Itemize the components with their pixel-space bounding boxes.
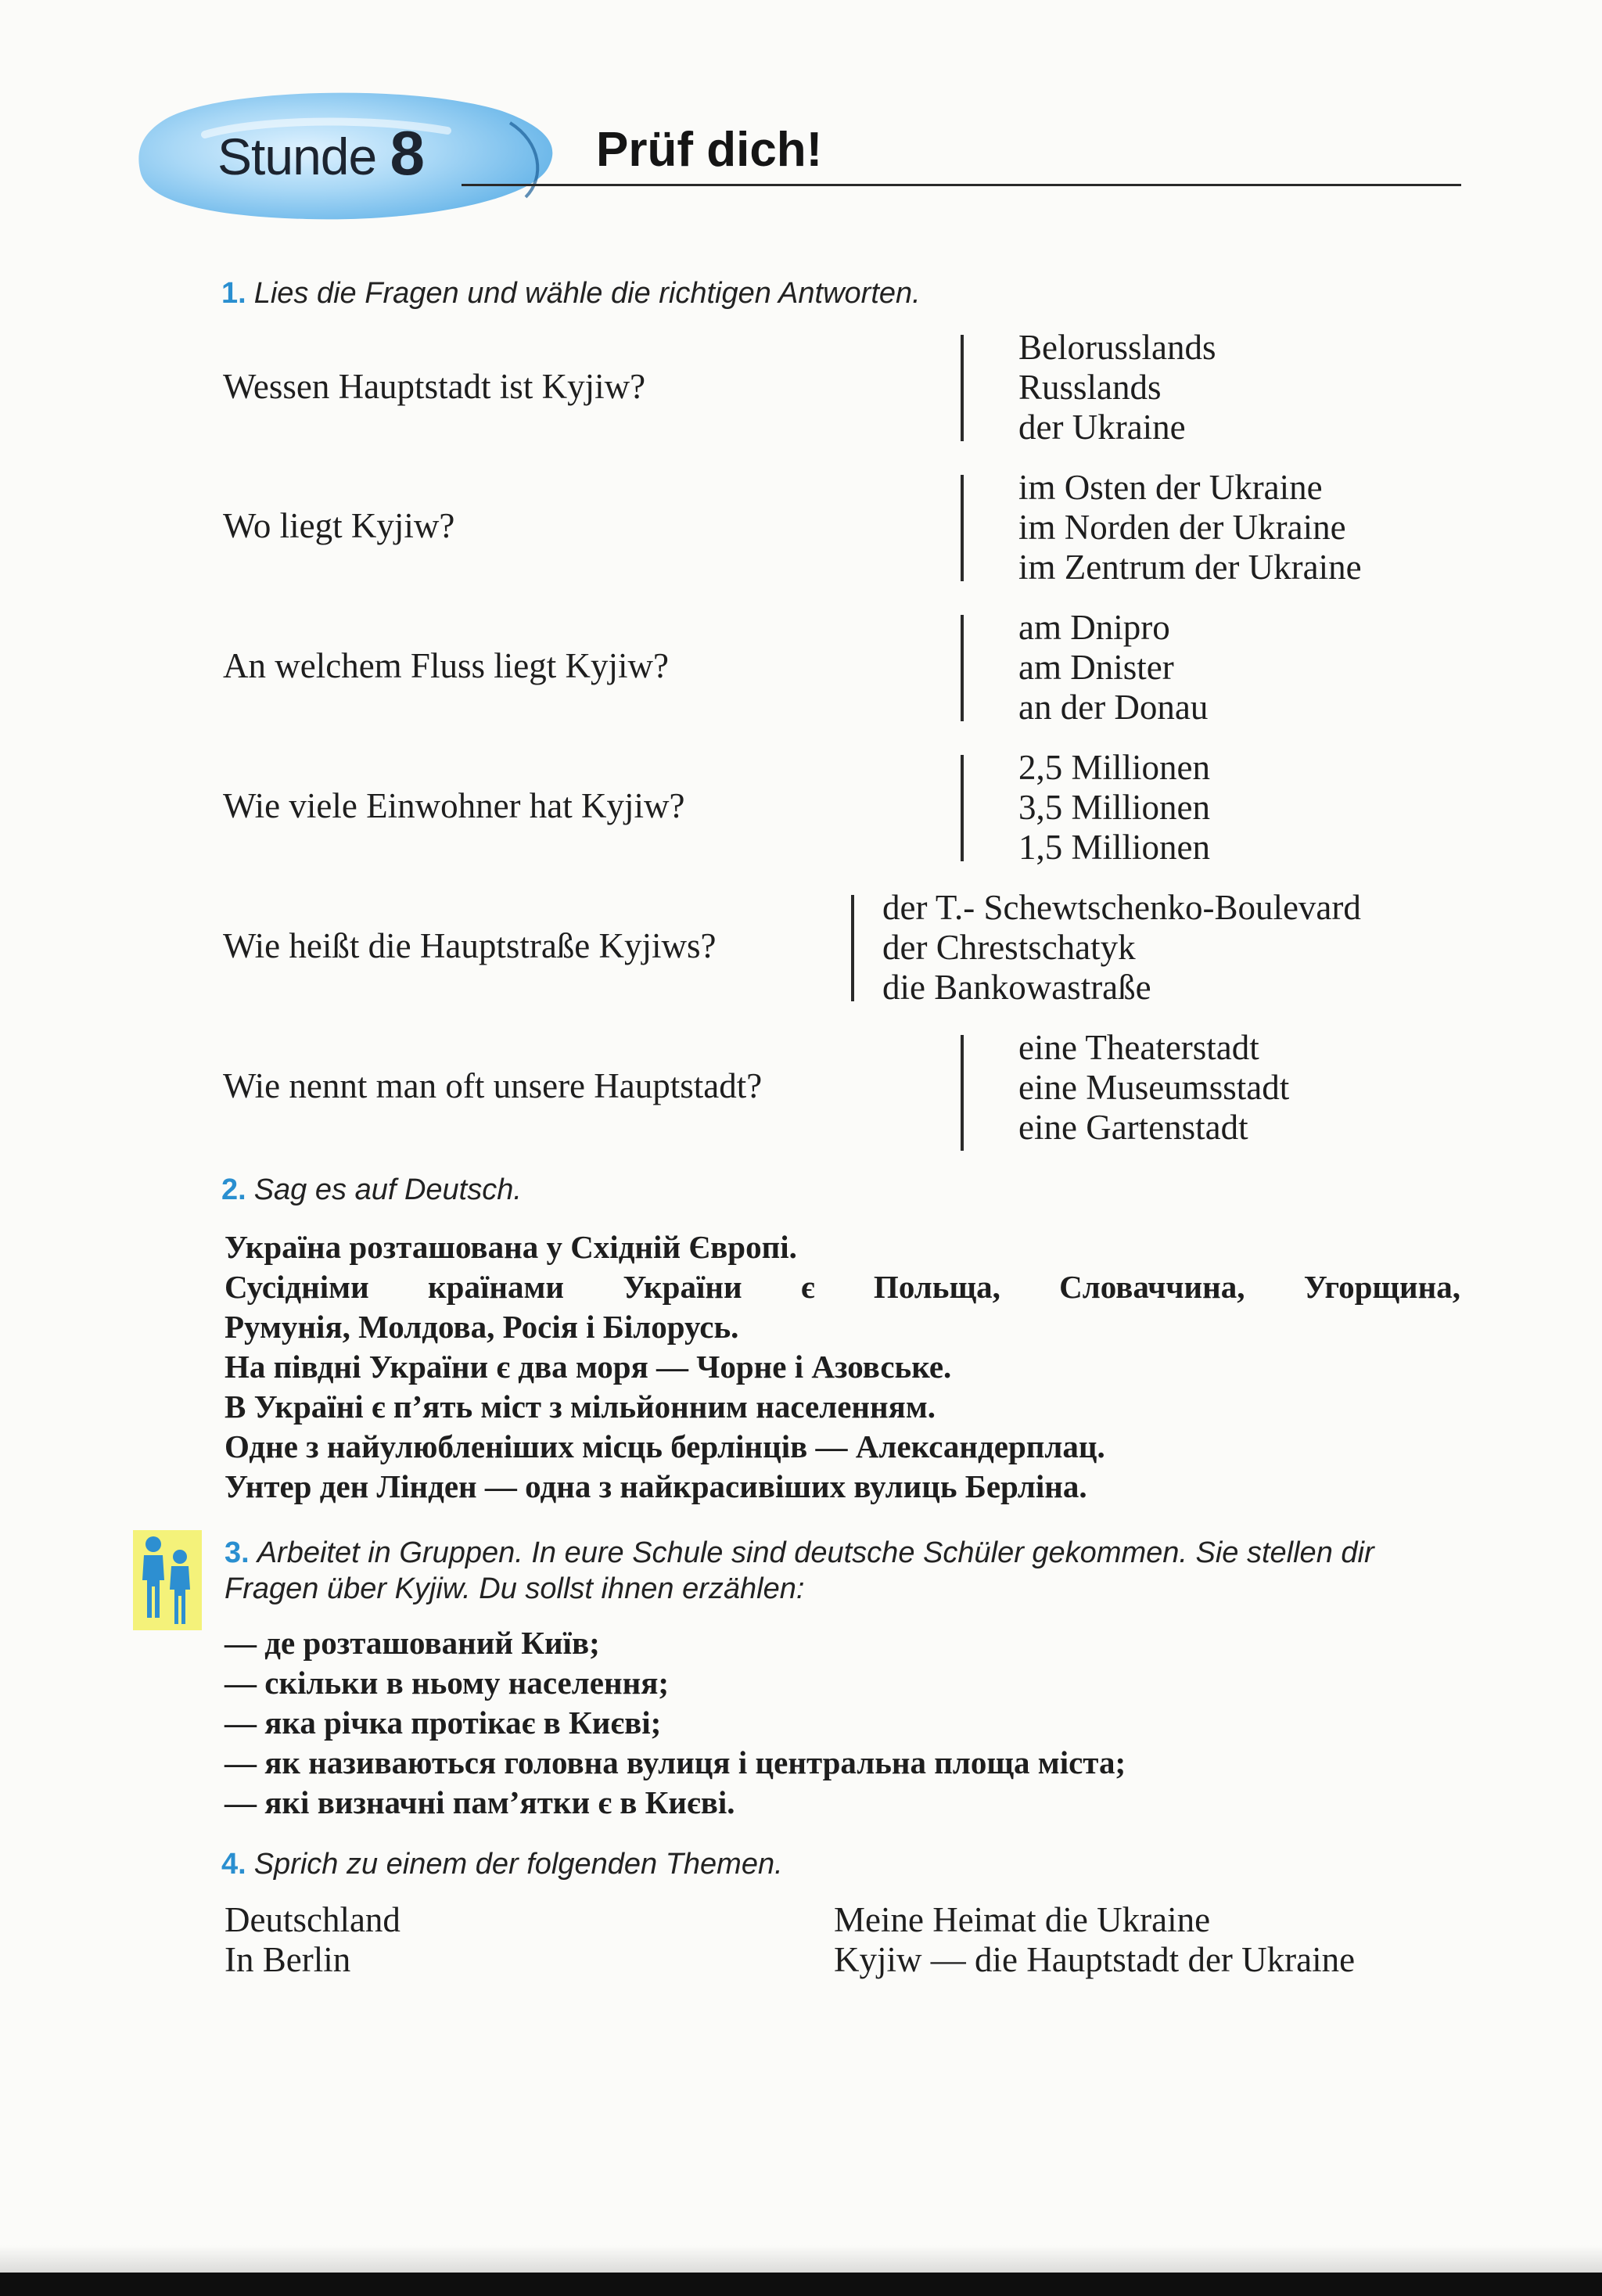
topic: Deutschland xyxy=(224,1900,400,1939)
page-edge-shadow xyxy=(0,2245,1602,2273)
answer-option: am Dnipro xyxy=(1018,608,1170,647)
answer-option: der Ukraine xyxy=(1018,408,1186,447)
task3-number: 3. xyxy=(224,1536,250,1569)
answer-option: eine Theaterstadt xyxy=(1018,1028,1259,1067)
list-item: — де розташований Київ; xyxy=(224,1625,600,1661)
answer-options xyxy=(1018,1028,1289,1148)
sentence-line: В Україні є п’ять міст з мільйонним населенням. xyxy=(224,1389,936,1425)
list-item: — яка річка протікає в Києві; xyxy=(224,1705,662,1741)
task1-instruction: Lies die Fragen und wähle die richtigen Antworten. xyxy=(253,277,921,310)
title-underline xyxy=(462,184,1461,186)
task1-question: An welchem Fluss liegt Kyjiw? xyxy=(223,646,669,685)
topic: Meine Heimat die Ukraine xyxy=(834,1900,1211,1939)
sentence-line: Румунія, Молдова, Росія і Білорусь. xyxy=(224,1309,739,1345)
answer-option: die Bankowastraße xyxy=(882,968,1151,1007)
sentence-line: На півдні України є два моря — Чорне і Азовське. xyxy=(224,1349,952,1385)
task3-header xyxy=(224,1535,1468,1607)
lesson-word: Stunde xyxy=(217,128,377,185)
list-item: — які визначні пам’ятки є в Києві. xyxy=(224,1784,735,1820)
translation-sentences xyxy=(224,1227,1460,1507)
group-work-icon xyxy=(133,1530,202,1630)
page-bottom-edge xyxy=(0,2273,1602,2296)
answer-option: im Zentrum der Ukraine xyxy=(1018,548,1362,587)
answer-option: der Chrestschatyk xyxy=(882,928,1136,967)
answer-options xyxy=(1018,328,1216,447)
answer-divider xyxy=(961,615,964,721)
list-item: — скільки в ньому населення; xyxy=(224,1665,670,1701)
answer-option: Russlands xyxy=(1018,368,1162,407)
task4-instruction: Sprich zu einem der folgenden Themen. xyxy=(253,1848,783,1881)
answer-divider xyxy=(961,755,964,861)
task1-question: Wie viele Einwohner hat Kyjiw? xyxy=(223,786,685,825)
answer-option: eine Gartenstadt xyxy=(1018,1108,1248,1147)
answer-options xyxy=(1018,608,1208,728)
answer-option: eine Museumsstadt xyxy=(1018,1068,1290,1107)
topic: In Berlin xyxy=(224,1940,351,1979)
answer-divider xyxy=(851,895,854,1001)
answer-options xyxy=(1018,748,1210,868)
sentence-line: Україна розташована у Східній Європі. xyxy=(224,1229,797,1265)
answer-option: im Norden der Ukraine xyxy=(1018,508,1346,547)
answer-option: der T.- Schewtschenko-Boulevard xyxy=(882,888,1361,927)
sentence-line: Сусідніми країнами України є Польща, Словаччина, Угорщина, xyxy=(224,1269,1460,1305)
task1-question: Wie nennt man oft unsere Hauptstadt? xyxy=(223,1066,763,1105)
answer-options xyxy=(1018,468,1362,587)
lesson-label xyxy=(217,117,424,189)
answer-divider xyxy=(961,335,964,441)
answer-option: an der Donau xyxy=(1018,688,1209,727)
lesson-number: 8 xyxy=(390,118,425,188)
answer-option: 1,5 Millionen xyxy=(1018,828,1210,867)
task2-header xyxy=(221,1173,522,1207)
answer-option: am Dnister xyxy=(1018,648,1174,687)
answer-option: 2,5 Millionen xyxy=(1018,748,1210,787)
task4-number: 4. xyxy=(221,1848,246,1881)
page-title: Prüf dich! xyxy=(596,123,823,177)
answer-options xyxy=(882,888,1361,1008)
answer-divider xyxy=(961,475,964,581)
task2-instruction: Sag es auf Deutsch. xyxy=(253,1173,522,1206)
sentence-line: Одне з найулюбленіших місць берлінців — Александерплац. xyxy=(224,1428,1105,1464)
task2-number: 2. xyxy=(221,1173,246,1206)
answer-divider xyxy=(961,1035,964,1151)
task1-question: Wessen Hauptstadt ist Kyjiw? xyxy=(223,367,646,406)
task3-points xyxy=(224,1623,1126,1823)
task1-header xyxy=(221,277,921,311)
task3-instruction: Arbeitet in Gruppen. In eure Schule sind deutsche Schüler gekommen. Sie stellen dir Fragen über Kyjiw. Du sollst ihnen erzählen: xyxy=(224,1536,1374,1605)
task4-header xyxy=(221,1848,783,1881)
task1-question: Wie heißt die Hauptstraße Kyjiws? xyxy=(223,926,717,965)
answer-option: im Osten der Ukraine xyxy=(1018,468,1323,507)
answer-option: Belorusslands xyxy=(1018,328,1216,367)
task1-number: 1. xyxy=(221,277,246,310)
sentence-line: Унтер ден Лінден — одна з найкрасивіших вулиць Берліна. xyxy=(224,1468,1087,1504)
list-item: — як називаються головна вулиця і центральна площа міста; xyxy=(224,1744,1126,1780)
topic: Kyjiw — die Hauptstadt der Ukraine xyxy=(834,1940,1356,1979)
answer-option: 3,5 Millionen xyxy=(1018,788,1210,827)
task1-question: Wo liegt Kyjiw? xyxy=(223,506,455,545)
